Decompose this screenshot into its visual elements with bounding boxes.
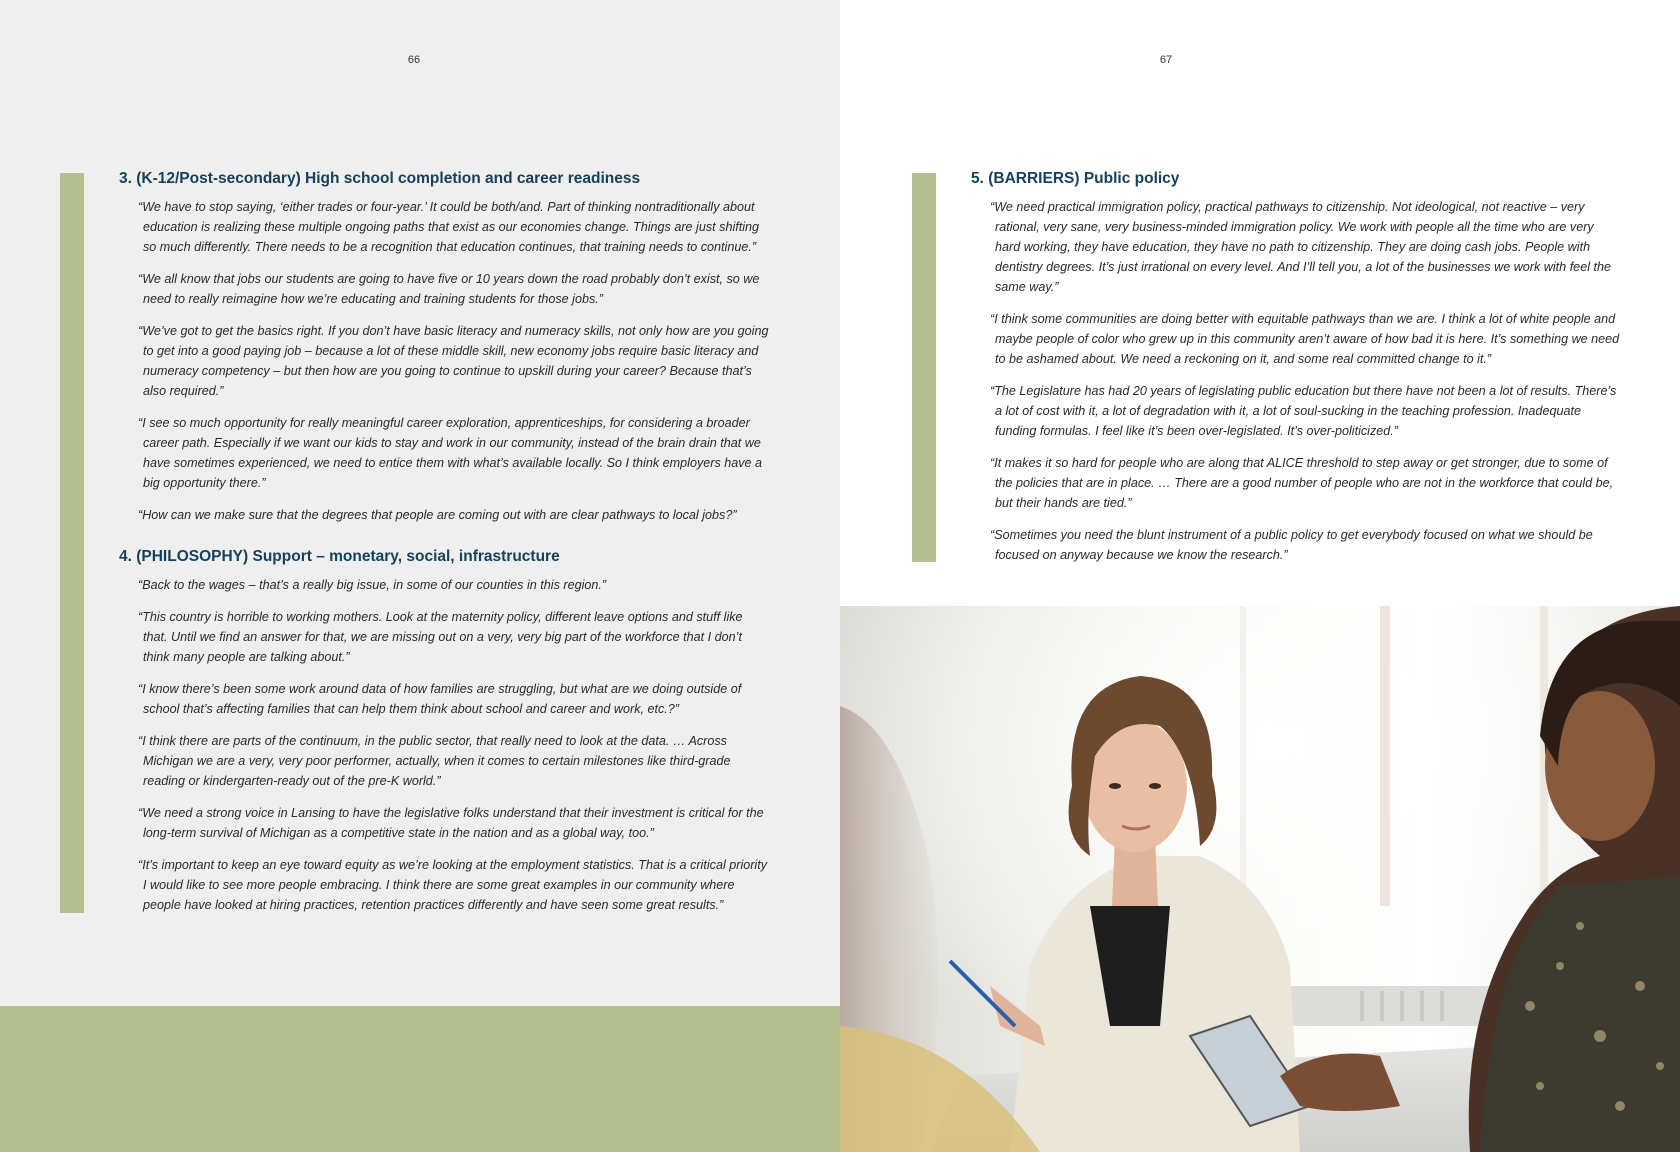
quote: “I know there’s been some work around data of how families are struggling, but what are we doing outside of school that’s affecting families that can help them think about school and career and work, etc.?” [138,682,742,716]
quote: “It’s important to keep an eye toward equity as we’re looking at the employment statistics. That is a critical priority I would like to see more people embracing. I think there are some great examples in our community where people have looked at hiring practices, retention practices differently and have seen some great results.” [138,858,768,912]
section-heading: 4. (PHILOSOPHY) Support – monetary, social, infrastructure [119,548,560,565]
right-page [840,0,1680,1152]
section-career-readiness [119,170,769,537]
quote: “How can we make sure that the degrees that people are coming out with are clear pathways to local jobs?” [138,508,737,522]
quote: “Back to the wages – that’s a really big issue, in some of our counties in this region.” [138,578,607,592]
quote: “Sometimes you need the blunt instrument of a public policy to get everybody focused on what we should be focused on anyway because we know the research.” [990,528,1593,562]
quote: “We need practical immigration policy, practical pathways to citizenship. Not ideological, not reactive – very rational, very sane, very business-minded immigration policy. We work with people all the time who are very hard working, they have education, they have no path to citizenship. They are doing cash jobs. People with dentistry degrees. It’s just irrational on every level. And I’ll tell you, a lot of the businesses we work with feel the same way.” [990,200,1611,294]
page-number-left: 66 [407,54,421,66]
meeting-photo [840,606,1680,1152]
quote: “This country is horrible to working mothers. Look at the maternity policy, different leave options and stuff like that. Until we find an answer for that, we are missing out on a very, very big part of the workforce that I don’t think many people are talking about.” [138,610,743,664]
quote: “We’ve got to get the basics right. If you don’t have basic literacy and numeracy skills, not only how are you going to get into a good paying job – because a lot of these middle skill, new economy jobs require basic literacy and numeracy competency – but then how are you going to continue to upskill during your career? Because that’s also required.” [138,324,769,398]
quote: “I think there are parts of the continuum, in the public sector, that really need to look at the data. … Across Michigan we are a very, very poor performer, actually, when it comes to certain milestones like third-grade reading or kindergarten-ready out of the pre-K world.” [138,734,731,788]
section-public-policy [971,170,1621,577]
accent-bar-right [912,173,936,562]
section-heading: 3. (K-12/Post-secondary) High school completion and career readiness [119,170,641,187]
quote: “We need a strong voice in Lansing to have the legislative folks understand that their investment is critical for the long-term survival of Michigan as a competitive state in the nation and as a global way, too.” [138,806,764,840]
section-support [119,548,769,927]
meeting-photo-illustration [840,606,1680,1152]
footer-band [0,1006,840,1152]
page-number-right: 67 [1159,54,1173,66]
quote: “The Legislature has had 20 years of legislating public education but there have not been a lot of results. There’s a lot of cost with it, a lot of degradation with it, a lot of soul-sucking in the teaching profession. Inadequate funding formulas. I feel like it’s been over-legislated. It’s over-politicized.” [990,384,1617,438]
accent-bar-left [60,173,84,913]
quote: “I think some communities are doing better with equitable pathways than we are. I think a lot of white people and maybe people of color who grew up in this community aren’t aware of how bad it is here. It’s something we need to be ashamed about. We need a reckoning on it, and some real committed change to it.” [990,312,1620,366]
quote: “It makes it so hard for people who are along that ALICE threshold to step away or get stronger, due to some of the policies that are in place. … There are a good number of people who are not in the workforce that could be, but their hands are tied.” [990,456,1614,510]
section-heading: 5. (BARRIERS) Public policy [971,170,1180,187]
quote: “We all know that jobs our students are going to have five or 10 years down the road probably don’t exist, so we need to really reimagine how we’re educating and training students for those jobs.” [138,272,760,306]
quote: “We have to stop saying, ‘either trades or four-year.’ It could be both/and. Part of thinking nontraditionally about education is realizing these multiple ongoing paths that exist as our economies change. Things are just shifting so much differently. There needs to be a recognition that education continues, that training needs to continue.” [138,200,760,254]
quote: “I see so much opportunity for really meaningful career exploration, apprenticeships, for considering a broader career path. Especially if we want our kids to stay and work in our community, instead of the brain drain that we have sometimes experienced, we need to entice them with what’s available locally. So I think employers have a big opportunity there.” [138,416,763,490]
